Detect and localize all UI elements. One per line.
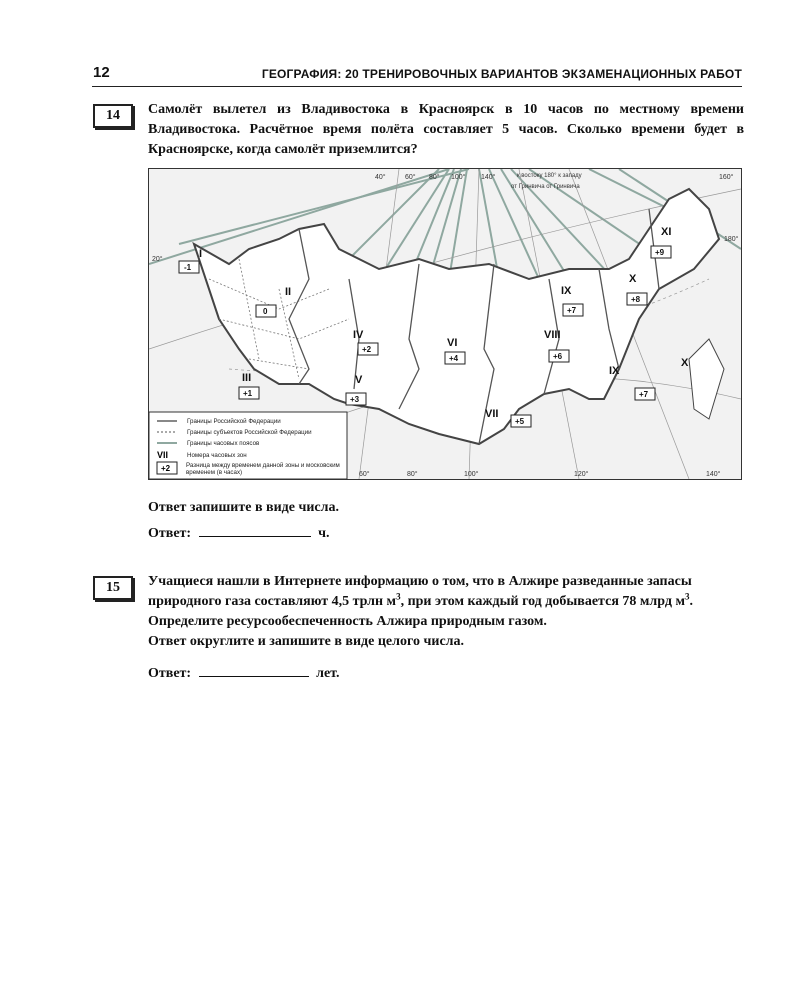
- question-15-number: 15: [93, 576, 133, 600]
- zone-offset: +7: [639, 390, 649, 399]
- zone-offset: +7: [567, 306, 577, 315]
- degree-label: 60°: [405, 174, 416, 181]
- zone-number: V: [355, 374, 363, 386]
- question-14-instruction: Ответ запишите в виде числа.: [148, 500, 339, 515]
- degree-label: 80°: [407, 471, 418, 478]
- zone-offset: +8: [631, 295, 641, 304]
- zone-offset: +6: [553, 352, 563, 361]
- header-rule: [92, 86, 742, 87]
- zone-offset: +2: [362, 345, 372, 354]
- zone-offset: +4: [449, 354, 459, 363]
- question-14-text: Самолёт вылетел из Владивостока в Красноярск в 10 часов по местному времени Владивостока. Расчётное время полёта составляет 5 часов. Сколько времени будет в Красноярске, когда самолёт приземлится?: [148, 102, 744, 157]
- degree-label: 160°: [719, 174, 734, 181]
- zone-number: II: [285, 286, 292, 298]
- zone-offset: +9: [655, 248, 665, 257]
- answer-field[interactable]: [199, 666, 309, 677]
- running-title: ГЕОГРАФИЯ: 20 ТРЕНИРОВОЧНЫХ ВАРИАНТОВ ЭКЗАМЕНАЦИОННЫХ РАБОТ: [261, 67, 742, 81]
- page-number: 12: [93, 64, 110, 81]
- answer-label: Ответ:: [148, 526, 192, 541]
- answer-unit: ч.: [318, 526, 330, 541]
- map-legend: [149, 412, 347, 479]
- map-svg: [149, 169, 741, 479]
- zone-offset: +3: [350, 395, 360, 404]
- text-line: Ответ округлите и запишите в виде целого числа.: [148, 634, 465, 649]
- degree-label: 80°: [429, 174, 440, 181]
- question-15-block: [148, 572, 744, 684]
- degree-label: 140°: [706, 471, 721, 478]
- zone-offset: +5: [515, 417, 525, 426]
- question-14-answer: [148, 526, 330, 542]
- degree-label: 60°: [359, 471, 370, 478]
- legend-label: Границы субъектов Российской Федерации: [187, 429, 312, 436]
- legend-label: Разница между временем данной зоны и московским временем (в часах): [186, 462, 340, 476]
- zone-number: IV: [353, 329, 364, 341]
- degree-label: 180°: [724, 236, 739, 243]
- question-15-answer: [148, 664, 744, 684]
- zone-number: XI: [661, 226, 672, 238]
- zone-number: X: [681, 357, 689, 369]
- degree-label: 100°: [464, 471, 479, 478]
- zone-number: VI: [447, 337, 458, 349]
- zone-offset: +1: [243, 389, 253, 398]
- degree-label: 100°: [451, 174, 466, 181]
- degree-label: 140°: [481, 174, 496, 181]
- answer-label: Ответ:: [148, 666, 192, 681]
- zone-number: III: [242, 372, 252, 384]
- meridian-note: от Гринвича от Гринвича: [511, 184, 580, 190]
- time-zones-map: [148, 168, 742, 480]
- zone-number: VIII: [544, 329, 561, 341]
- zone-number: IX: [561, 285, 572, 297]
- degree-label: 120°: [574, 471, 589, 478]
- legend-label: Номера часовых зон: [187, 452, 247, 459]
- zone-number: IX: [609, 365, 620, 377]
- legend-label: Границы часовых поясов: [187, 440, 260, 447]
- question-14-number: 14: [93, 104, 133, 128]
- degree-label: 40°: [375, 174, 386, 181]
- text-line: Учащиеся нашли в Интернете информацию о том, что в Алжире разведанные запасы: [148, 574, 692, 589]
- zone-number: X: [629, 273, 637, 285]
- text-line: Определите ресурсообеспеченность Алжира природным газом.: [148, 614, 547, 629]
- meridian-note: к востоку 180° к западу: [517, 173, 582, 179]
- text-line: природного газа составляют 4,5 трлн $м^3$, при этом каждый год добывается 78 млрд $м^3$.: [148, 591, 693, 609]
- legend-symbol: +2: [161, 464, 171, 473]
- answer-unit: лет.: [316, 666, 340, 681]
- zone-number: VII: [485, 408, 499, 420]
- zone-number: I: [199, 248, 203, 260]
- legend-label: Границы Российской Федерации: [187, 418, 281, 425]
- answer-field[interactable]: [199, 526, 311, 537]
- zone-offset: -1: [184, 263, 192, 272]
- legend-symbol: VII: [157, 450, 169, 460]
- degree-label: 20°: [152, 256, 163, 263]
- zone-offset: 0: [263, 307, 268, 316]
- question-15-text: [148, 572, 744, 652]
